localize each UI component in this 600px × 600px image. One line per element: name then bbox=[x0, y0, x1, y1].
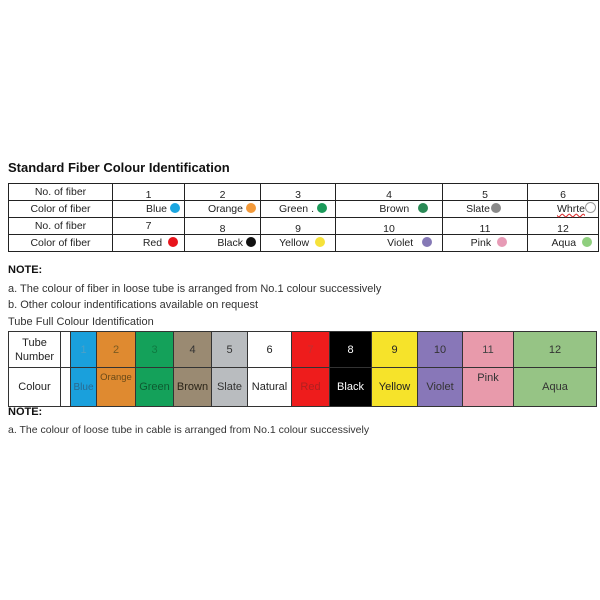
fiber-number: 12 bbox=[528, 218, 599, 235]
spacer-cell bbox=[61, 332, 71, 368]
row-label: Tube Number bbox=[9, 332, 61, 368]
fiber-colour-cell: Green . bbox=[261, 201, 336, 218]
tube-number: 6 bbox=[248, 332, 292, 368]
colour-swatch-icon bbox=[418, 203, 428, 213]
note-heading: NOTE: bbox=[8, 406, 43, 418]
row-label: Color of fiber bbox=[9, 201, 113, 218]
note-line: a. The colour of loose tube in cable is arranged from No.1 colour successively bbox=[8, 424, 370, 436]
fiber-colour-cell: Black bbox=[185, 235, 261, 252]
table-row bbox=[9, 201, 599, 218]
fiber-colour-cell: Red bbox=[113, 235, 185, 252]
tube-number: 3 bbox=[136, 332, 174, 368]
colour-swatch-icon bbox=[491, 203, 501, 213]
fiber-colour-cell: Aqua bbox=[528, 235, 599, 252]
fiber-number: 11 bbox=[443, 218, 528, 235]
fiber-number: 8 bbox=[185, 218, 261, 235]
row-label: Colour bbox=[9, 368, 61, 407]
tube-colour: Yellow bbox=[372, 368, 418, 407]
fiber-number: 4 bbox=[336, 184, 443, 201]
fiber-number: 6 bbox=[528, 184, 599, 201]
tube-number: 2 bbox=[97, 332, 136, 368]
fiber-colour-cell: Whrte bbox=[528, 201, 599, 218]
table-row bbox=[9, 332, 597, 368]
tube-colour: Pink bbox=[463, 368, 514, 407]
colour-swatch-icon bbox=[170, 203, 180, 213]
tube-number: 7 bbox=[292, 332, 330, 368]
fiber-number: 3 bbox=[261, 184, 336, 201]
spacer-cell bbox=[61, 368, 71, 407]
tube-number: 11 bbox=[463, 332, 514, 368]
tube-number: 5 bbox=[212, 332, 248, 368]
note-line: a. The colour of fiber in loose tube is arranged from No.1 colour successively bbox=[8, 283, 382, 295]
fiber-number: 1 bbox=[113, 184, 185, 201]
tube-number: 8 bbox=[330, 332, 372, 368]
fiber-number: 2 bbox=[185, 184, 261, 201]
tube-colour: Brown bbox=[174, 368, 212, 407]
tube-colour: Blue bbox=[71, 368, 97, 407]
colour-swatch-icon bbox=[317, 203, 327, 213]
colour-swatch-icon bbox=[246, 203, 256, 213]
fiber-colour-cell: Yellow bbox=[261, 235, 336, 252]
tube-colour: Orange bbox=[97, 368, 136, 407]
section-title: Tube Full Colour Identification bbox=[8, 316, 154, 328]
tube-colour: Violet bbox=[418, 368, 463, 407]
colour-swatch-icon bbox=[168, 237, 178, 247]
tube-number: 12 bbox=[514, 332, 597, 368]
tube-number: 9 bbox=[372, 332, 418, 368]
tube-colour: Green bbox=[136, 368, 174, 407]
tube-colour: Slate bbox=[212, 368, 248, 407]
colour-swatch-icon bbox=[497, 237, 507, 247]
colour-swatch-icon bbox=[582, 237, 592, 247]
fiber-colour-cell: Blue bbox=[113, 201, 185, 218]
page-title: Standard Fiber Colour Identification bbox=[8, 160, 230, 175]
fiber-number: 10 bbox=[336, 218, 443, 235]
tube-colour-table bbox=[8, 331, 597, 407]
table-row bbox=[9, 184, 599, 201]
colour-swatch-icon bbox=[315, 237, 325, 247]
fiber-number: 7 bbox=[113, 218, 185, 235]
note-heading: NOTE: bbox=[8, 264, 43, 276]
tube-colour: Aqua bbox=[514, 368, 597, 407]
tube-number: 1 bbox=[71, 332, 97, 368]
colour-swatch-icon bbox=[246, 237, 256, 247]
tube-colour: Natural bbox=[248, 368, 292, 407]
fiber-colour-cell: Violet bbox=[336, 235, 443, 252]
fiber-colour-cell: Slate bbox=[443, 201, 528, 218]
fiber-number: 9 bbox=[261, 218, 336, 235]
colour-swatch-icon bbox=[585, 202, 596, 213]
fiber-number: 5 bbox=[443, 184, 528, 201]
colour-swatch-icon bbox=[422, 237, 432, 247]
table-row bbox=[9, 368, 597, 407]
tube-number: 10 bbox=[418, 332, 463, 368]
row-label: No. of fiber bbox=[9, 184, 113, 201]
note-line: b. Other colour indentifications available on request bbox=[8, 299, 259, 311]
tube-colour: Red bbox=[292, 368, 330, 407]
table-row bbox=[9, 235, 599, 252]
row-label: Color of fiber bbox=[9, 235, 113, 252]
tube-number: 4 bbox=[174, 332, 212, 368]
fiber-colour-table bbox=[8, 183, 599, 252]
row-label: No. of fiber bbox=[9, 218, 113, 235]
fiber-colour-cell: Pink bbox=[443, 235, 528, 252]
fiber-colour-cell: Orange bbox=[185, 201, 261, 218]
fiber-colour-cell: Brown bbox=[336, 201, 443, 218]
tube-colour: Black bbox=[330, 368, 372, 407]
table-row bbox=[9, 218, 599, 235]
